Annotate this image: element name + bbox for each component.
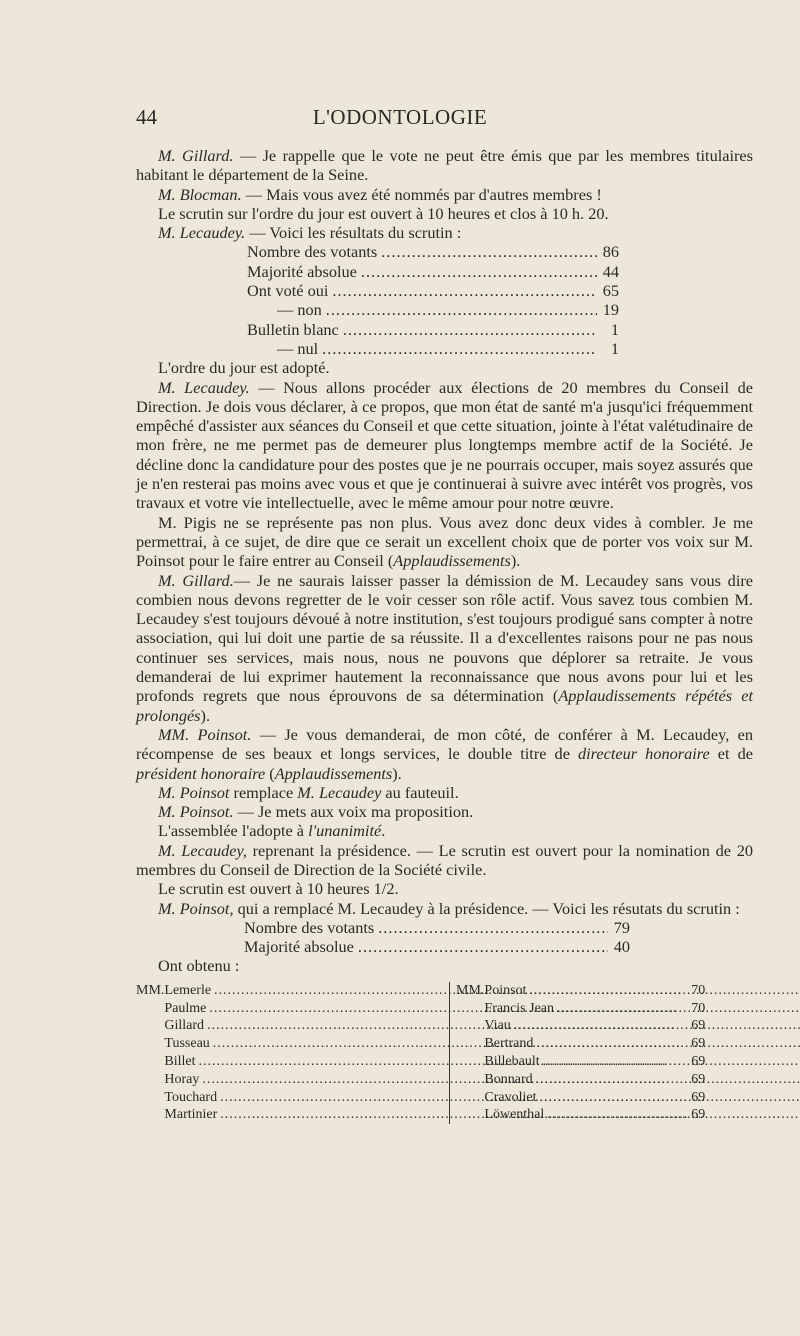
paragraph xyxy=(136,821,753,840)
vote-tally xyxy=(244,918,630,957)
tally-value: 79 xyxy=(613,917,630,937)
paragraph xyxy=(136,185,753,204)
dot-leader xyxy=(536,1071,800,1089)
paragraph-text: — Voici les résultats du scrutin : xyxy=(245,223,462,243)
speaker-name: M. Poinsot, xyxy=(158,898,234,918)
paragraph-text: qui a remplacé M. Lecaudey à la présidence. — Voici les résutats du scrutin : xyxy=(233,898,740,918)
page-body xyxy=(136,146,753,1124)
candidate-name: Billebault xyxy=(484,1053,540,1069)
tally-row xyxy=(244,918,630,937)
paragraph xyxy=(136,204,753,223)
tally-label: Bulletin blanc xyxy=(247,319,339,339)
candidate-name: Francis Jean xyxy=(484,1000,554,1016)
tally-label: Nombre des votants xyxy=(247,242,378,262)
candidate-row xyxy=(484,1017,800,1035)
paragraph-text: reprenant la présidence. — Le scrutin est ouvert pour la nomination de 20 membres du Conseil de Direction de la Société civile. xyxy=(136,840,753,879)
obtained-label: Ont obtenu : xyxy=(158,956,240,976)
speaker-name: M. Lecaudey. xyxy=(158,377,250,397)
candidate-name: Löwenthal xyxy=(484,1107,545,1123)
dot-leader xyxy=(543,1053,800,1071)
tally-value: 86 xyxy=(602,242,619,262)
candidate-name: Bertrand xyxy=(484,1036,534,1052)
speaker-name: M. Poinsot. xyxy=(158,802,234,822)
election-results xyxy=(136,982,753,1124)
candidate-row xyxy=(484,1071,800,1089)
italic-remark: Applaudissements répétés et prolongés xyxy=(136,686,754,725)
tally-label: Nombre des votants xyxy=(244,917,375,937)
running-title: L'ODONTOLOGIE xyxy=(312,105,488,129)
dot-leader xyxy=(378,918,608,937)
vote-tally xyxy=(247,242,619,358)
tally-value: 44 xyxy=(602,261,619,281)
tally-label: Majorité absolue xyxy=(247,261,357,281)
paragraph-text: ). xyxy=(392,763,402,783)
tally-row xyxy=(247,300,619,319)
paragraph xyxy=(136,571,753,725)
dot-leader xyxy=(536,1035,800,1053)
dot-leader xyxy=(381,242,597,261)
tally-value: 1 xyxy=(610,338,619,358)
candidate-name: Cravoliet xyxy=(484,1089,537,1105)
paragraph xyxy=(136,899,753,918)
paragraph xyxy=(136,146,753,185)
speaker-name: M. Lecaudey. xyxy=(158,223,246,243)
paragraph-text: ). xyxy=(510,551,521,571)
candidate-votes: 70 xyxy=(691,982,706,998)
dot-leader xyxy=(514,1017,800,1035)
candidate-row xyxy=(484,1106,800,1124)
paragraph-text: ). xyxy=(200,705,211,725)
tally-label: Majorité absolue xyxy=(244,937,354,957)
tally-value: 1 xyxy=(610,319,619,339)
candidate-name: Gillard xyxy=(164,1018,205,1034)
dot-leader xyxy=(322,339,597,358)
speaker-name: M. Poinsot xyxy=(158,782,230,802)
italic-term: l'unanimité xyxy=(308,821,382,841)
candidate-row xyxy=(484,1089,800,1107)
tally-row xyxy=(247,281,619,300)
candidate-name: Martinier xyxy=(164,1107,218,1123)
paragraph-text: — Je rappelle que le vote ne peut être émis que par les membres titulaires habitant le département de la Seine. xyxy=(136,146,753,185)
paragraph xyxy=(136,802,753,821)
candidate-votes: 69 xyxy=(691,1018,706,1034)
tally-row xyxy=(247,262,619,281)
candidate-name: Billet xyxy=(164,1053,196,1069)
candidate-row xyxy=(484,1035,800,1053)
tally-value: 65 xyxy=(602,281,619,301)
candidate-name: Paulme xyxy=(164,1000,207,1016)
speaker-name: M. Blocman. xyxy=(158,184,242,204)
candidate-name: Viau xyxy=(484,1018,511,1034)
paragraph-text: au fauteuil. xyxy=(381,782,459,802)
speaker-name: M. Lecaudey xyxy=(297,782,382,802)
italic-term: président honoraire xyxy=(136,763,266,783)
tally-value: 40 xyxy=(613,937,630,957)
speaker-name: MM. Poinsot. xyxy=(158,724,252,744)
dot-leader xyxy=(529,982,800,1000)
tally-row xyxy=(247,339,619,358)
candidate-votes: 70 xyxy=(691,1000,706,1016)
paragraph-text: — Mais vous avez été nommés par d'autres membres ! xyxy=(241,184,602,204)
candidate-name: Tusseau xyxy=(164,1036,210,1052)
page-header xyxy=(136,105,664,135)
candidate-votes: 69 xyxy=(691,1107,706,1123)
candidate-votes: 69 xyxy=(691,1036,706,1052)
paragraph xyxy=(136,513,753,571)
paragraph-text: Le scrutin est ouvert à 10 heures 1/2. xyxy=(158,879,399,899)
speaker-name: M. Lecaudey, xyxy=(158,840,247,860)
speaker-name: M. Gillard. xyxy=(158,570,234,590)
dot-leader xyxy=(557,1000,800,1018)
candidate-votes: 69 xyxy=(691,1053,706,1069)
page-number: 44 xyxy=(136,105,157,129)
paragraph-text: remplace xyxy=(229,782,298,802)
dot-leader xyxy=(547,1106,800,1124)
paragraph-text: — Je ne saurais laisser passer la démission de M. Lecaudey sans vous dire combien nous devons regretter de le voir cesser son rôle actif. Vous savez tous combien M. Lecaudey s'est toujours dévoué à notre institution, s'est toujours prodigué sans compter à notre association, qui lui doit une partie de sa réussite. Il a d'excellentes raisons pour ne pas nous continuer ses services, mais nous, nous ne pouvons que déplorer sa retraite. Je vous demanderai de lui exprimer hautement la reconnaissance que nous avons pour lui et les profonds regrets que nous éprouvons de sa détermination ( xyxy=(136,570,753,706)
paragraph-text: et de xyxy=(709,744,753,764)
paragraph xyxy=(136,378,753,513)
paragraph-text: Le scrutin sur l'ordre du jour est ouvert à 10 heures et clos à 10 h. 20. xyxy=(158,203,609,223)
tally-row xyxy=(247,320,619,339)
dot-leader xyxy=(361,262,597,281)
results-column-right xyxy=(450,982,752,1124)
dot-leader xyxy=(343,320,597,339)
paragraph-text: — Je vous demanderai, de mon côté, de conférer à M. Lecaudey, en récompense de ses beaux et longs services, le double titre de xyxy=(136,724,753,764)
speaker-name: M. Gillard. xyxy=(158,146,234,165)
candidate-name: Lemerle xyxy=(164,982,212,998)
paragraph xyxy=(136,956,753,975)
paragraph-text: — Nous allons procéder aux élections de 20 membres du Conseil de Direction. Je dois vous déclarer, à ce propos, que mon état de santé m'a jusqu'ici fréquemment empêché d'assister aux séances du Conseil et que cette situation, jointe à l'état valétudinaire de mon frère, ne me permet pas de demeurer plus longtemps membre actif de la Société. Je décline donc la candidature pour des postes que je ne pourrais occuper, mais soyez assurés que je n'en resterai pas moins avec vous et que je continuerai à suivre avec intérêt vos progrès, vos travaux et votre vie intellectuelle, avec le même amour pour notre œuvre. xyxy=(136,377,753,513)
candidate-votes: 69 xyxy=(691,1089,706,1105)
paragraph xyxy=(136,841,753,880)
mm-prefix: MM. xyxy=(456,982,485,998)
candidate-name: Poinsot xyxy=(484,982,527,998)
candidate-row xyxy=(484,1053,800,1071)
paragraph xyxy=(136,223,753,242)
paragraph-text: — Je mets aux voix ma proposition. xyxy=(233,802,474,822)
italic-remark: Applaudissements xyxy=(274,763,393,783)
candidate-name: Horay xyxy=(164,1071,200,1087)
paragraph-text: M. Pigis ne se représente pas non plus. Vous avez donc deux vides à combler. Je me permettrai, à ce sujet, de dire que ce serait un excellent choix que de porter vos voix sur M. Poinsot pour le faire entrer au Conseil ( xyxy=(136,512,753,571)
candidate-votes: 69 xyxy=(691,1071,706,1087)
candidate-name: Bonnard xyxy=(484,1071,533,1087)
paragraph xyxy=(136,725,753,783)
paragraph-text: . xyxy=(381,821,386,841)
dot-leader xyxy=(358,937,608,956)
dot-leader xyxy=(540,1089,800,1107)
dot-leader xyxy=(326,300,597,319)
candidate-row xyxy=(484,1000,800,1018)
tally-label: Ont voté oui xyxy=(247,281,329,301)
paragraph xyxy=(136,358,753,377)
dot-leader xyxy=(332,281,597,300)
italic-term: directeur honoraire xyxy=(578,744,710,764)
candidate-name: Touchard xyxy=(164,1089,218,1105)
tally-value: 19 xyxy=(602,300,619,320)
tally-row xyxy=(244,937,630,956)
mm-prefix: MM. xyxy=(136,982,165,998)
paragraph-text: ( xyxy=(265,763,275,783)
paragraph xyxy=(136,783,753,802)
paragraph-text: L'ordre du jour est adopté. xyxy=(158,358,330,378)
tally-label: — non xyxy=(277,300,322,320)
tally-row xyxy=(247,242,619,261)
paragraph xyxy=(136,879,753,898)
candidate-row xyxy=(484,982,800,1000)
italic-remark: Applaudissements xyxy=(393,551,511,571)
tally-label: — nul xyxy=(277,338,319,358)
paragraph-text: L'assemblée l'adopte à xyxy=(158,821,309,841)
